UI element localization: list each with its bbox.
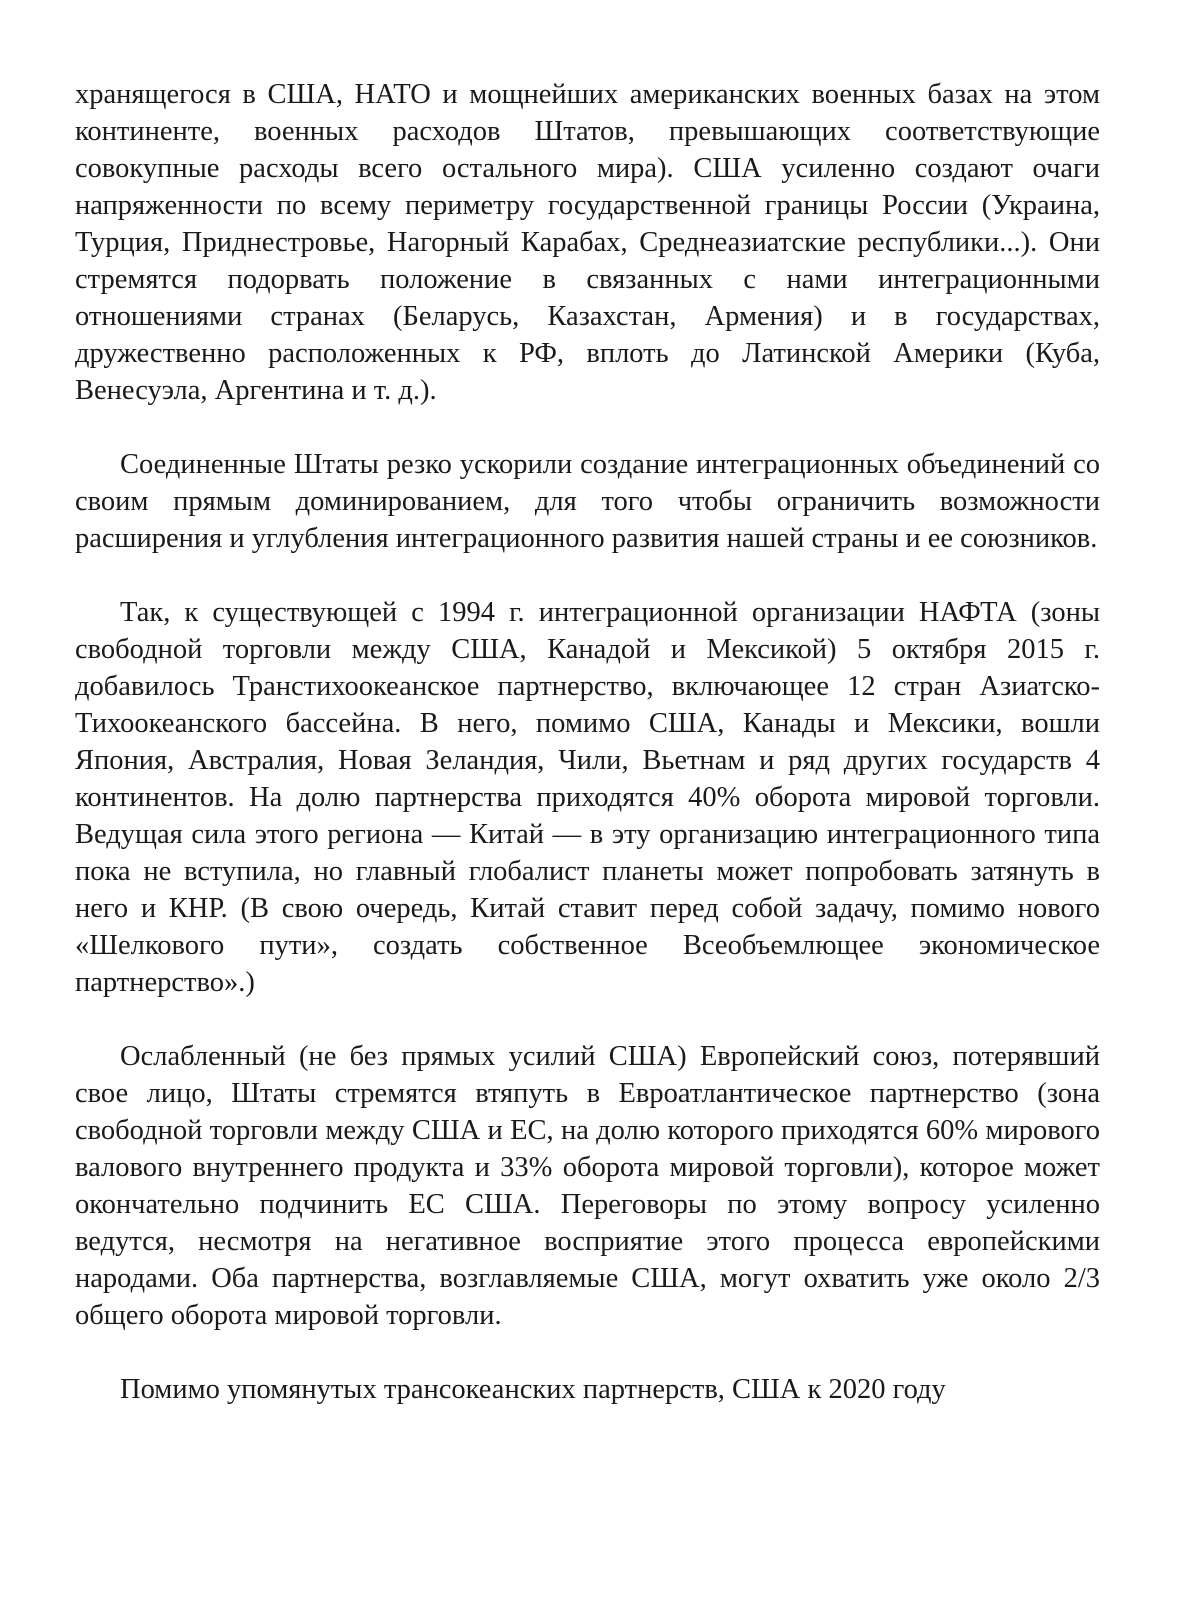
paragraph-1: хранящегося в США, НАТО и мощнейших американских военных базах на этом континенте, военных расходов Штатов, превышающих соответствующие совокупные расходы всего остального мира). США усиленно создают очаги напряженности по всему периметру государственной границы России (Украина, Турция, Приднестровье, Нагорный Карабах, Среднеазиатские республики...). Они стремятся подорвать положение в связанных с нами интеграционными отношениями странах (Беларусь, Казахстан, Армения) и в государствах, дружественно расположенных к РФ, вплоть до Латинской Америки (Куба, Венесуэла, Аргентина и т. д.).: [75, 79, 1100, 406]
paragraph-3: Так, к существующей с 1994 г. интеграционной организации НАФТА (зоны свободной торговли между США, Канадой и Мексикой) 5 октября 2015 г. добавилось Транстихоокеанское партнерство, включающее 12 стран Азиатско-Тихоокеанского бассейна. В него, помимо США, Канады и Мексики, вошли Япония, Австралия, Новая Зеландия, Чили, Вьетнам и ряд других государств 4 континентов. На долю партнерства приходятся 40% оборота мировой торговли. Ведущая сила этого региона — Китай — в эту организацию интеграционного типа пока не вступила, но главный глобалист планеты может попробовать затянуть в него и КНР. (В свою очередь, Китай ставит перед собой задачу, помимо нового «Шелкового пути», создать собственное Всеобъемлющее экономическое партнерство».): [75, 597, 1100, 998]
paragraph-5: Помимо упомянутых трансокеанских партнерств, США к 2020 году: [120, 1374, 946, 1405]
paragraph-2: Соединенные Штаты резко ускорили создание интеграционных объединений со своим прямым доминированием, для того чтобы ограничить возможности расширения и углубления интеграционного развития нашей страны и ее союзников.: [75, 449, 1100, 554]
document-page: [75, 76, 1100, 1408]
paragraph-4: Ослабленный (не без прямых усилий США) Европейский союз, потерявший свое лицо, Штаты стремятся втяпуть в Евроатлантическое партнерство (зона свободной торговли между США и ЕС, на долю которого приходятся 60% мирового валового внутреннего продукта и 33% оборота мировой торговли), которое может окончательно подчинить ЕС США. Переговоры по этому вопросу усиленно ведутся, несмотря на негативное восприятие этого процесса европейскими народами. Оба партнерства, возглавляемые США, могут охватить уже около 2/3 общего оборота мировой торговли.: [75, 1041, 1100, 1331]
